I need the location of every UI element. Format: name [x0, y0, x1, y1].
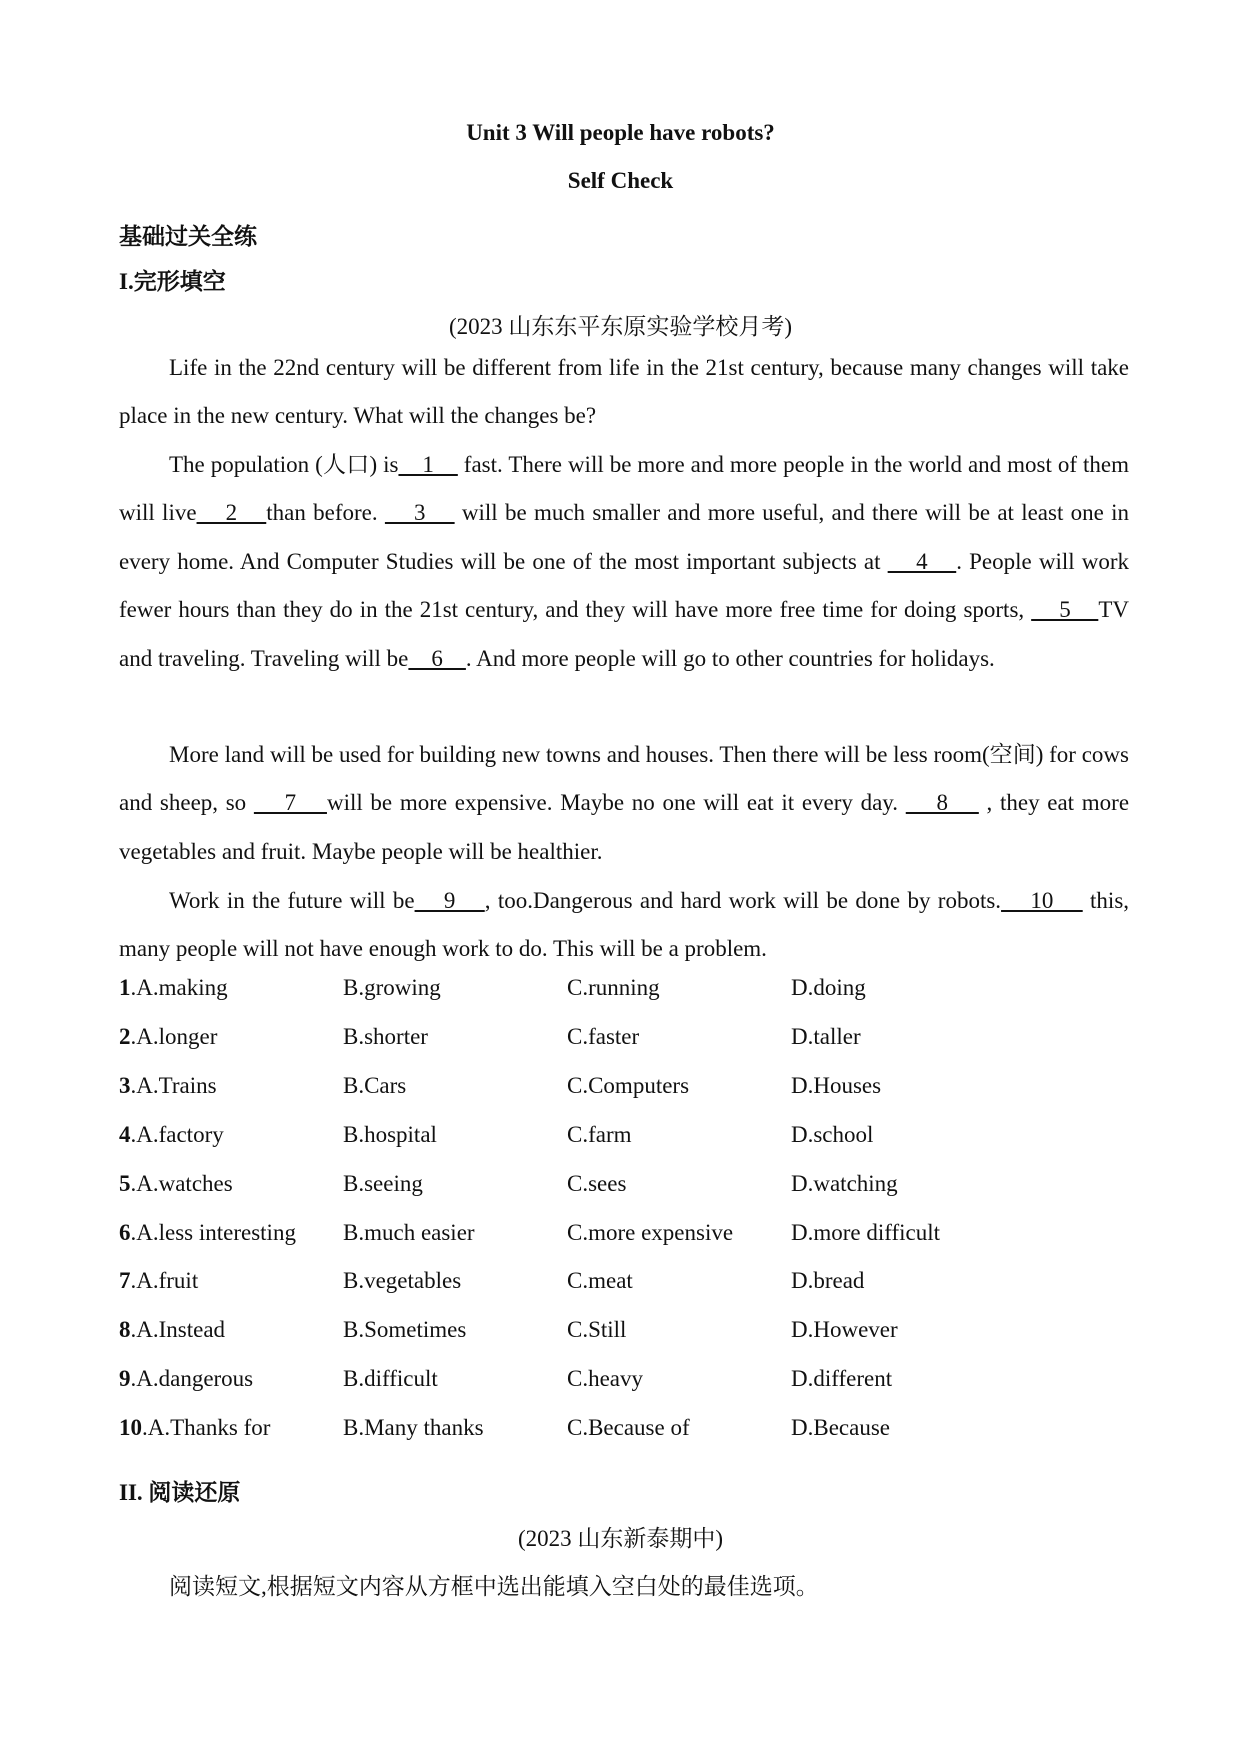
option-a — [119, 1220, 296, 1246]
passage-text: will be more expensive. Maybe no one will eat it every day. — [326, 790, 906, 816]
option-b: B.shorter — [343, 1023, 428, 1049]
option-b: B.growing — [343, 975, 441, 1000]
option-b: B.vegetables — [343, 1268, 462, 1294]
part1-heading-text: .完形填空 — [127, 269, 226, 294]
cloze-blank: 8 — [905, 790, 979, 816]
option-c: C.meat — [567, 1268, 633, 1294]
option-a — [119, 1415, 270, 1441]
option-row — [119, 1220, 1129, 1269]
option-d: D.watching — [791, 1170, 898, 1196]
part2-instruction: 阅读短文,根据短文内容从方框中选出能填入空白处的最佳选项。 — [169, 1574, 819, 1599]
option-b: B.seeing — [343, 1170, 423, 1196]
option-c: C.more expensive — [567, 1219, 734, 1245]
option-c: C.faster — [567, 1023, 640, 1049]
question-number: 2 — [119, 1023, 131, 1049]
option-c: C.Still — [567, 1317, 627, 1343]
option-a — [119, 1317, 225, 1343]
option-row — [119, 975, 1129, 1024]
part1-heading — [119, 263, 226, 296]
option-row — [119, 1171, 1129, 1220]
question-number: 6 — [119, 1219, 131, 1245]
question-number: 1 — [119, 975, 131, 1000]
option-c: C.farm — [567, 1121, 632, 1147]
option-a-text: .A.longer — [130, 1023, 218, 1049]
option-row — [119, 1268, 1129, 1317]
passage-text: The population (人口) is — [169, 452, 399, 477]
passage-text: Life in the 22nd century will be different from life in the 21st century, because many changes will take place in the new century. What will the changes be? — [119, 355, 1129, 429]
option-a-text: .A.Thanks for — [142, 1415, 271, 1441]
question-number: 3 — [119, 1072, 131, 1098]
passage-paragraph — [119, 731, 1129, 876]
option-b: B.hospital — [343, 1121, 437, 1147]
option-a — [119, 1366, 253, 1392]
option-d: D.However — [791, 1317, 898, 1343]
option-c: C.Because of — [567, 1415, 690, 1441]
passage-paragraph — [119, 877, 1129, 974]
option-row — [119, 1073, 1129, 1122]
option-b: B.difficult — [343, 1366, 438, 1392]
option-c: C.running — [567, 975, 660, 1000]
option-d: D.Because — [791, 1415, 890, 1441]
cloze-blank: 4 — [887, 548, 957, 574]
option-a — [119, 1268, 198, 1294]
option-a-text: .A.factory — [130, 1121, 224, 1147]
option-a-text: .A.less interesting — [130, 1219, 296, 1245]
option-c: C.sees — [567, 1170, 627, 1196]
option-c: C.heavy — [567, 1366, 644, 1392]
passage-text: . People will work fewer hours than they do in the 21st century, and they will have more free time for doing sports, — [119, 548, 1130, 623]
option-a — [119, 1073, 217, 1099]
part2-heading-text: . 阅读还原 — [136, 1480, 241, 1505]
option-a-text: .A.Instead — [130, 1317, 226, 1343]
passage-paragraph — [119, 441, 1129, 683]
part2-source: (2023 山东新泰期中) — [517, 1526, 724, 1551]
option-d: D.different — [791, 1366, 893, 1392]
option-a-text: .A.fruit — [130, 1268, 199, 1294]
option-a — [119, 1024, 217, 1050]
question-number: 4 — [119, 1121, 131, 1147]
option-b: B.Cars — [343, 1072, 407, 1098]
option-b: B.Many thanks — [343, 1415, 484, 1441]
cloze-blank: 2 — [196, 500, 267, 526]
option-a-text: .A.making — [130, 975, 228, 1000]
question-number: 8 — [119, 1317, 131, 1343]
option-row — [119, 1415, 1129, 1464]
option-d: D.doing — [791, 975, 866, 1000]
part1-heading-num: I — [119, 269, 128, 294]
option-d: D.more difficult — [791, 1219, 941, 1245]
option-row — [119, 1366, 1129, 1415]
question-number: 9 — [119, 1366, 131, 1392]
section-label: 基础过关全练 — [119, 224, 257, 249]
option-a-text: .A.dangerous — [130, 1366, 254, 1392]
option-a — [119, 1171, 233, 1197]
option-a — [119, 1122, 224, 1148]
part1-source: (2023 山东东平东原实验学校月考) — [448, 314, 793, 339]
cloze-blank: 7 — [253, 790, 327, 816]
passage-text: Work in the future will be — [169, 888, 415, 913]
passage-text: than before. — [266, 500, 385, 526]
option-row — [119, 1024, 1129, 1073]
passage-text: , too.Dangerous and hard work will be done by robots. — [484, 888, 1002, 913]
option-d: D.taller — [791, 1023, 861, 1049]
passage-text: , they eat more vegetables and fruit. Maybe people will be healthier. — [119, 790, 1130, 864]
option-a-text: .A.watches — [130, 1170, 233, 1196]
question-number: 10 — [119, 1415, 142, 1441]
cloze-blank: 9 — [414, 888, 485, 913]
cloze-blank: 6 — [408, 645, 466, 671]
option-d: D.bread — [791, 1268, 865, 1294]
cloze-blank: 5 — [1031, 597, 1099, 623]
cloze-blank: 1 — [398, 452, 458, 477]
option-b: B.Sometimes — [343, 1317, 467, 1343]
part2-heading — [119, 1474, 240, 1507]
passage-text: TV and traveling. Traveling will be — [119, 597, 1129, 671]
cloze-blank: 10 — [1001, 888, 1083, 913]
option-c: C.Computers — [567, 1072, 690, 1098]
passage-text: will be much smaller and more useful, and there will be at least one in every home. And Computer Studies will be one of the most important subjects at — [119, 500, 1129, 574]
part2-heading-num: II — [119, 1480, 137, 1505]
option-d: D.Houses — [791, 1072, 882, 1098]
page-subtitle: Self Check — [567, 168, 674, 193]
passage-text: fast. There will be more and more people in the world and most of them will live — [119, 452, 1130, 526]
option-d: D.school — [791, 1121, 874, 1147]
option-a-text: .A.Trains — [130, 1072, 217, 1098]
cloze-blank: 3 — [384, 500, 455, 526]
option-b: B.much easier — [343, 1219, 475, 1245]
passage-paragraph — [119, 344, 1129, 441]
option-row — [119, 1317, 1129, 1366]
passage-text: this, many people will not have enough work to do. This will be a problem. — [119, 888, 1130, 962]
question-number: 7 — [119, 1268, 131, 1294]
passage-text: . And more people will go to other countries for holidays. — [465, 645, 995, 671]
option-a — [119, 975, 228, 1001]
passage-text: More land will be used for building new towns and houses. Then there will be less room(空间) for cows and sheep, so — [119, 742, 1129, 816]
question-number: 5 — [119, 1170, 131, 1196]
option-row — [119, 1122, 1129, 1171]
page-title: Unit 3 Will people have robots? — [466, 120, 775, 145]
